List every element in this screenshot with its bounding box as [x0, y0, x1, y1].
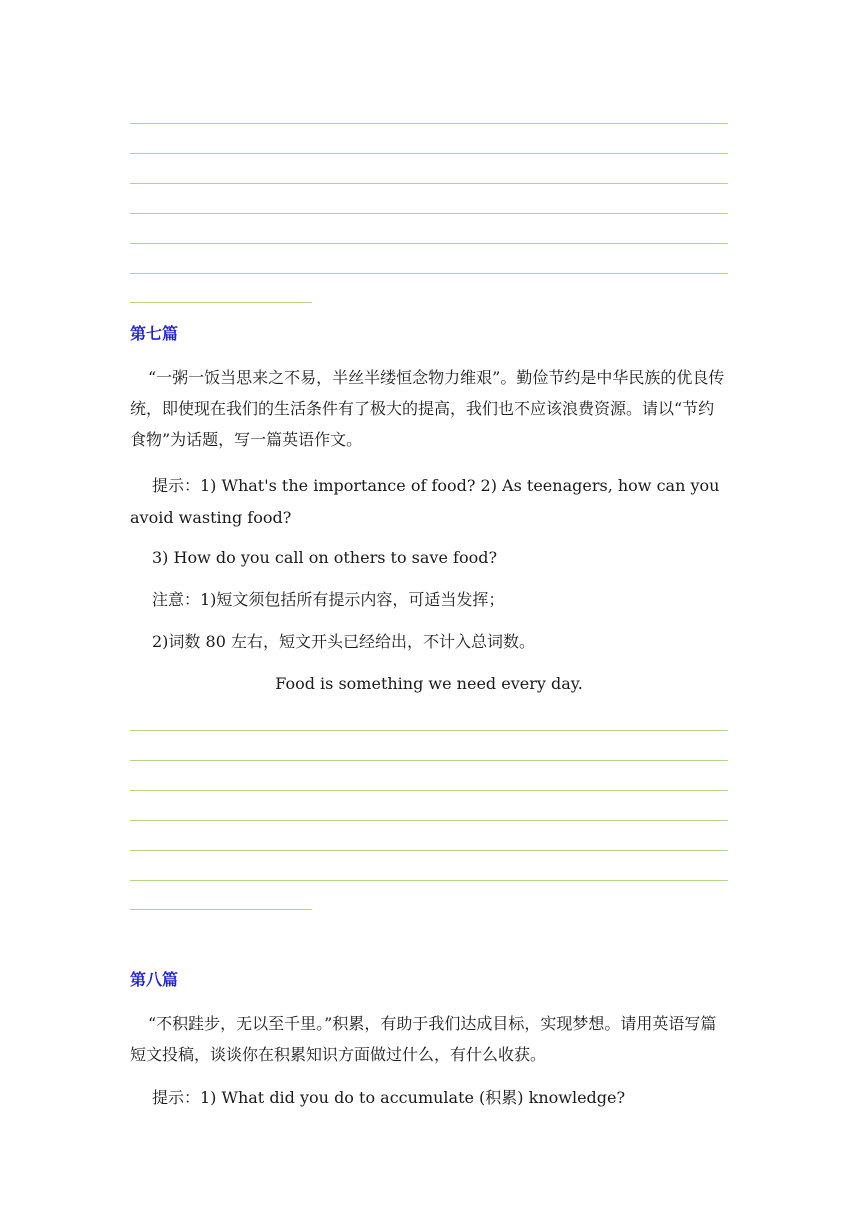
section-intro: “一粥一饭当思来之不易，半丝半缕恒念物力维艰”。勤俭节约是中华民族的优良传统，即使现在我们的生活条件有了极大的提高，我们也不应该浪费资源。请以“节约食物”为话题，写一篇英语作文。	[130, 368, 725, 449]
writing-line	[130, 880, 728, 881]
writing-line	[130, 730, 728, 731]
essay-opening: Food is something we need every day.	[275, 674, 583, 693]
writing-line	[130, 820, 728, 821]
writing-line	[130, 909, 312, 910]
writing-line	[130, 760, 728, 761]
section-heading: 第七篇	[130, 324, 179, 343]
prompt-tip: 提示：1) What did you do to accumulate (积累) knowledge?	[152, 1088, 626, 1107]
writing-line	[130, 183, 728, 184]
section-intro: “不积跬步，无以至千里。”积累，有助于我们达成目标，实现梦想。请用英语写篇短文投稿，谈谈你在积累知识方面做过什么，有什么收获。	[130, 1014, 717, 1064]
writing-line	[130, 153, 728, 154]
writing-line	[130, 213, 728, 214]
writing-line	[130, 302, 312, 303]
prompt-tips: 提示：1) What's the importance of food? 2) As teenagers, how can you avoid wasting food?	[130, 476, 720, 527]
writing-note: 2)词数 80 左右，短文开头已经给出，不计入总词数。	[152, 632, 535, 651]
writing-line	[130, 850, 728, 851]
writing-note: 注意：1)短文须包括所有提示内容，可适当发挥；	[152, 590, 505, 609]
section-heading: 第八篇	[130, 970, 179, 989]
writing-line	[130, 790, 728, 791]
writing-line	[130, 243, 728, 244]
writing-line	[130, 123, 728, 124]
prompt-tip: 3) How do you call on others to save food?	[152, 548, 498, 567]
writing-line	[130, 273, 728, 274]
